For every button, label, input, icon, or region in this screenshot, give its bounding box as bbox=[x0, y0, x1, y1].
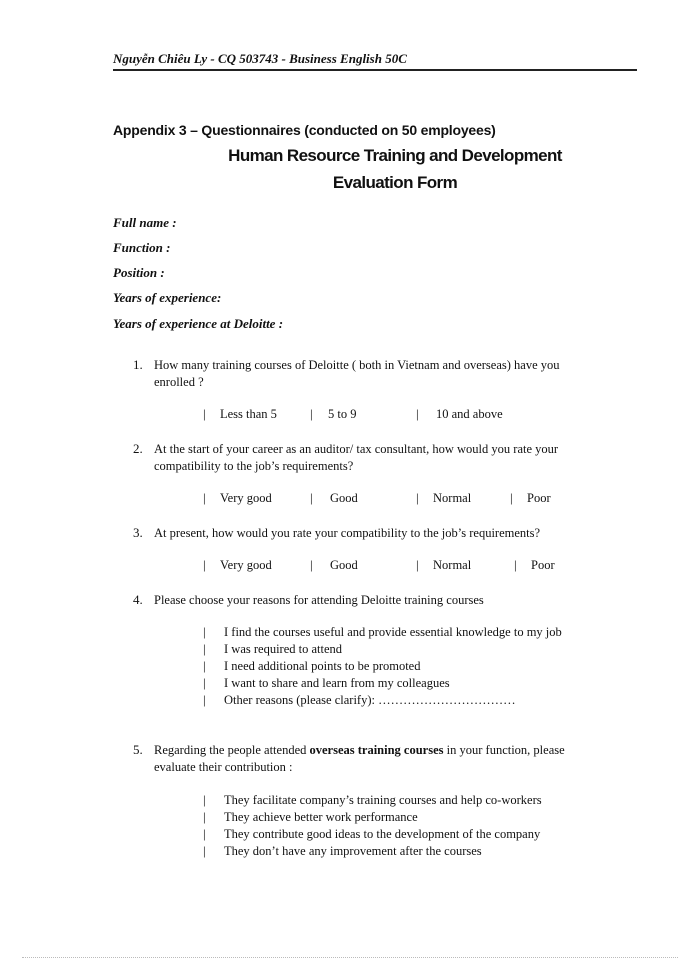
form-title-line-2: Evaluation Form bbox=[332, 173, 458, 192]
checkbox[interactable]: | bbox=[203, 809, 206, 824]
question-1-number: 1. bbox=[133, 357, 143, 372]
page-bottom-divider bbox=[22, 957, 678, 958]
header-divider bbox=[113, 69, 637, 71]
question-4-number: 4. bbox=[133, 592, 143, 607]
option-label: Normal bbox=[433, 558, 472, 572]
option-label: They don’t have any improvement after the courses bbox=[224, 844, 482, 858]
question-5-text-emphasis: overseas training courses bbox=[309, 743, 444, 757]
checkbox[interactable]: | bbox=[416, 490, 419, 505]
checkbox[interactable]: | bbox=[310, 557, 313, 572]
checkbox[interactable]: | bbox=[310, 490, 313, 505]
option-label: Good bbox=[330, 558, 358, 572]
checkbox[interactable]: | bbox=[203, 843, 206, 858]
checkbox[interactable]: | bbox=[203, 406, 206, 421]
field-position: Position : bbox=[113, 265, 165, 280]
checkbox[interactable]: | bbox=[514, 557, 517, 572]
question-5-text-post: in your function, please bbox=[443, 743, 565, 757]
checkbox[interactable]: | bbox=[203, 490, 206, 505]
option-label: I find the courses useful and provide essential knowledge to my job bbox=[224, 625, 562, 639]
field-full-name: Full name : bbox=[113, 215, 177, 230]
question-2-text-line-2: compatibility to the job’s requirements? bbox=[154, 459, 354, 473]
option-label: 10 and above bbox=[436, 407, 503, 421]
checkbox[interactable]: | bbox=[416, 557, 419, 572]
question-5-number: 5. bbox=[133, 742, 143, 757]
option-label: I was required to attend bbox=[224, 642, 343, 656]
option-label: Poor bbox=[527, 491, 551, 505]
option-label: They achieve better work performance bbox=[224, 810, 418, 824]
document-header: Nguyễn Chiêu Ly - CQ 503743 - Business English 50C bbox=[113, 51, 407, 66]
option-label: 5 to 9 bbox=[328, 407, 357, 421]
question-1-text-line-2: enrolled ? bbox=[154, 375, 204, 389]
checkbox[interactable]: | bbox=[203, 692, 206, 707]
option-label: Very good bbox=[220, 558, 272, 572]
option-label: I want to share and learn from my colleagues bbox=[224, 676, 450, 690]
question-1-text-line-1: How many training courses of Deloitte ( both in Vietnam and overseas) have you bbox=[154, 358, 560, 372]
option-label: Normal bbox=[433, 491, 472, 505]
option-label: They contribute good ideas to the development of the company bbox=[224, 827, 541, 841]
field-years-at-deloitte: Years of experience at Deloitte : bbox=[113, 316, 284, 331]
checkbox[interactable]: | bbox=[203, 557, 206, 572]
option-label: Less than 5 bbox=[220, 407, 277, 421]
question-5-text-line-1 bbox=[154, 742, 565, 759]
question-3-number: 3. bbox=[133, 525, 143, 540]
option-label: Good bbox=[330, 491, 358, 505]
checkbox[interactable]: | bbox=[203, 826, 206, 841]
question-5-text-line-2: evaluate their contribution : bbox=[154, 760, 293, 774]
field-years-experience: Years of experience: bbox=[113, 290, 222, 305]
appendix-title: Appendix 3 – Questionnaires (conducted on 50 employees) bbox=[113, 122, 496, 138]
checkbox[interactable]: | bbox=[203, 641, 206, 656]
checkbox[interactable]: | bbox=[310, 406, 313, 421]
field-function: Function : bbox=[113, 240, 171, 255]
question-2-text-line-1: At the start of your career as an auditor/ tax consultant, how would you rate your bbox=[154, 442, 559, 456]
option-label: I need additional points to be promoted bbox=[224, 659, 421, 673]
checkbox[interactable]: | bbox=[203, 675, 206, 690]
checkbox[interactable]: | bbox=[416, 406, 419, 421]
option-label: They facilitate company’s training courses and help co-workers bbox=[224, 793, 542, 807]
other-reasons-input[interactable]: Other reasons (please clarify): …………………………… bbox=[224, 693, 516, 707]
question-4-text-line-1: Please choose your reasons for attending Deloitte training courses bbox=[154, 593, 484, 607]
question-3-text-line-1: At present, how would you rate your compatibility to the job’s requirements? bbox=[154, 526, 541, 540]
checkbox[interactable]: | bbox=[203, 658, 206, 673]
checkbox[interactable]: | bbox=[203, 624, 206, 639]
checkbox[interactable]: | bbox=[510, 490, 513, 505]
option-label: Very good bbox=[220, 491, 272, 505]
question-5-text-pre: Regarding the people attended bbox=[154, 743, 310, 757]
checkbox[interactable]: | bbox=[203, 792, 206, 807]
option-label: Poor bbox=[531, 558, 555, 572]
question-2-number: 2. bbox=[133, 441, 143, 456]
form-title-line-1: Human Resource Training and Development bbox=[228, 146, 562, 165]
